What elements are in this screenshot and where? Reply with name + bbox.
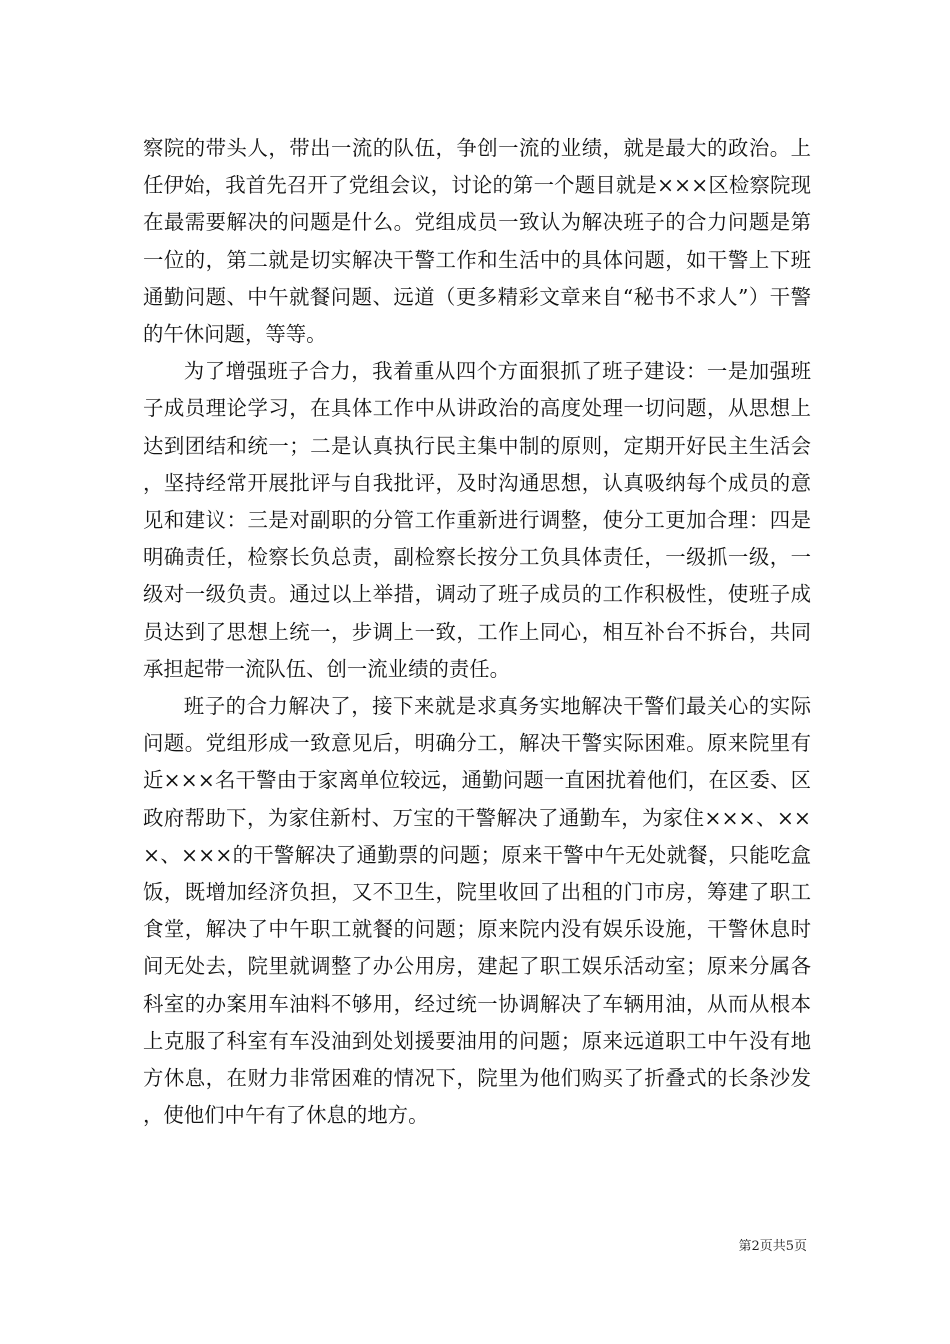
paragraph-team-building: 为了增强班子合力，我着重从四个方面狠抓了班子建设：一是加强班子成员理论学习，在具体工作中从讲政治的高度处理一切问题，从思想上达到团结和统一；二是认真执行民主集中制的原则，定期开好民主生活会，坚持经常开展批评与自我批评，及时沟通思想，认真吸纳每个成员的意见和建议：三是对副职的分管工作重新进行调整，使分工更加合理：四是明确责任，检察长负总责，副检察长按分工负具体责任，一级抓一级，一级对一级负责。通过以上举措，调动了班子成员的工作积极性，使班子成员达到了思想上统一，步调上一致，工作上同心，相互补台不拆台，共同承担起带一流队伍、创一流业绩的责任。: [143, 359, 811, 681]
paragraph-continued: 察院的带头人，带出一流的队伍，争创一流的业绩，就是最大的政治。上任伊始，我首先召开了党组会议，讨论的第一个题目就是×××区检察院现在最需要解决的问题是什么。党组成员一致认为解决班子的合力问题是第一位的，第二就是切实解决干警工作和生活中的具体问题，如干警上下班通勤问题、中午就餐问题、远道（更多精彩文章来自“秘书不求人”）干警的午休问题，等等。: [143, 136, 811, 347]
page-number-footer: 第2页共5页: [738, 1239, 807, 1254]
paragraph-practical-problems: 班子的合力解决了，接下来就是求真务实地解决干警们最关心的实际问题。党组形成一致意见后，明确分工，解决干警实际困难。原来院里有近×××名干警由于家离单位较远，通勤问题一直困扰着他们，在区委、区政府帮助下，为家住新村、万宝的干警解决了通勤车，为家住×××、×××、×××的干警解决了通勤票的问题；原来干警中午无处就餐，只能吃盒饭，既增加经济负担，又不卫生，院里收回了出租的门市房，筹建了职工食堂，解决了中午职工就餐的问题；原来院内没有娱乐设施，干警休息时间无处去，院里就调整了办公用房，建起了职工娱乐活动室；原来分属各科室的办案用车油料不够用，经过统一协调解决了车辆用油，从而从根本上克服了科室有车没油到处划援要油用的问题；原来远道职工中午没有地方休息，在财力非常困难的情况下，院里为他们购买了折叠式的长条沙发，使他们中午有了休息的地方。: [143, 694, 811, 1128]
document-body: [143, 130, 811, 1134]
